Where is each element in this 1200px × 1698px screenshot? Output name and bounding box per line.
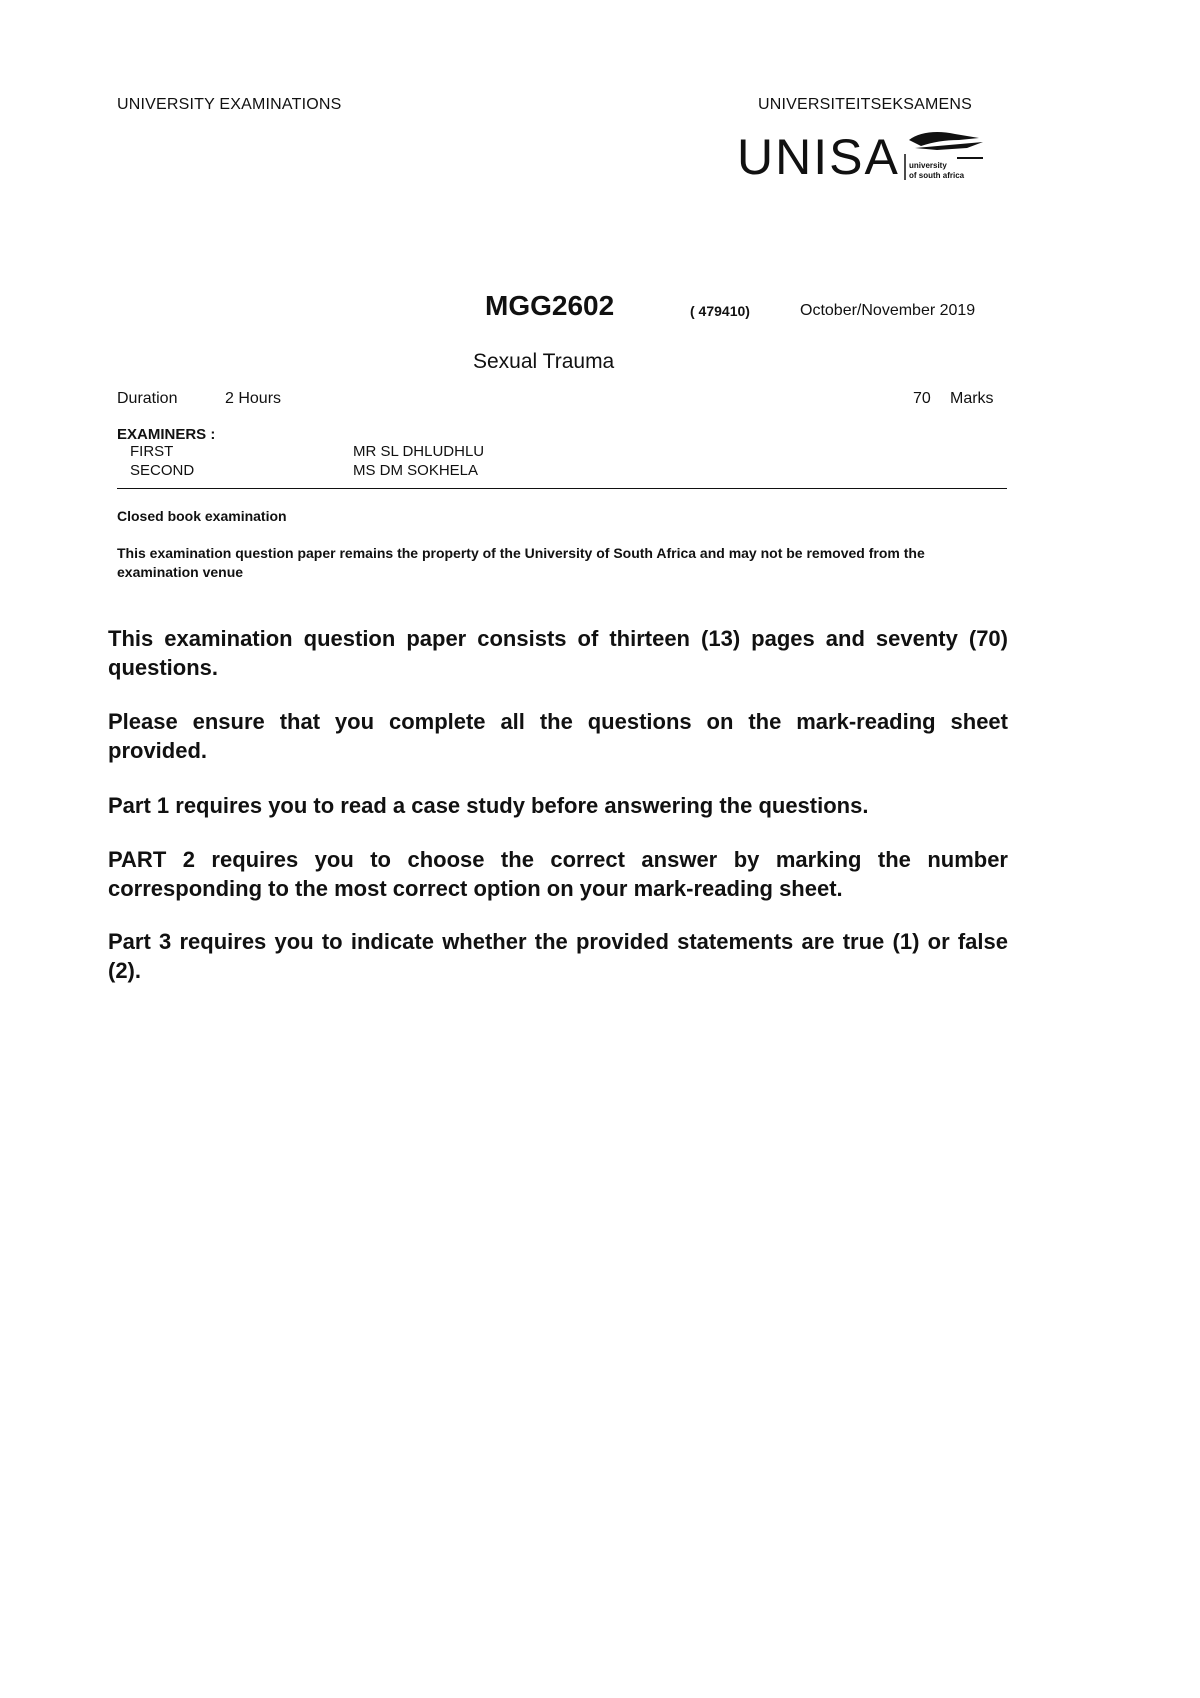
header-english: UNIVERSITY EXAMINATIONS [117,96,342,113]
unisa-emblem-icon [897,128,987,184]
marks-value: 70 [913,390,931,407]
property-notice: This examination question paper remains the property of the University of South Africa and may not be removed from the examination venue [117,545,925,580]
instruction-paragraph: Please ensure that you complete all the questions on the mark-reading sheet provided. [108,709,1008,763]
examiners-label: EXAMINERS : [117,426,216,443]
logo-wordmark: UNISA [737,129,900,185]
duration-label: Duration [117,390,178,407]
second-examiner-name: MS DM SOKHELA [353,462,479,479]
instruction-paragraph: Part 3 requires you to indicate whether the provided statements are true (1) or false (2). [108,929,1008,983]
logo-small-line2: of south africa [909,171,965,180]
logo-small-line1: university [909,161,947,170]
exam-session: October/November 2019 [800,302,976,319]
first-examiner-label: FIRST [130,443,174,460]
module-title: Sexual Trauma [473,350,615,373]
unisa-logo [737,128,997,188]
instruction-paragraph: Part 1 requires you to read a case study before answering the questions. [108,793,869,818]
header-divider [117,488,1007,489]
instruction-paragraph: This examination question paper consists of thirteen (13) pages and seventy (70) questions. [108,626,1008,680]
first-examiner-name: MR SL DHLUDHLU [353,443,485,460]
duration-value: 2 Hours [225,390,282,407]
marks-label: Marks [950,390,994,407]
second-examiner-label: SECOND [130,462,195,479]
module-code: MGG2602 [485,290,615,321]
header-afrikaans: UNIVERSITEITSEKSAMENS [758,96,973,113]
instruction-paragraph: PART 2 requires you to choose the correct answer by marking the number corresponding to the most correct option on your mark-reading sheet. [108,847,1008,901]
closed-book-notice: Closed book examination [117,508,287,524]
paper-number: ( 479410) [690,303,750,319]
